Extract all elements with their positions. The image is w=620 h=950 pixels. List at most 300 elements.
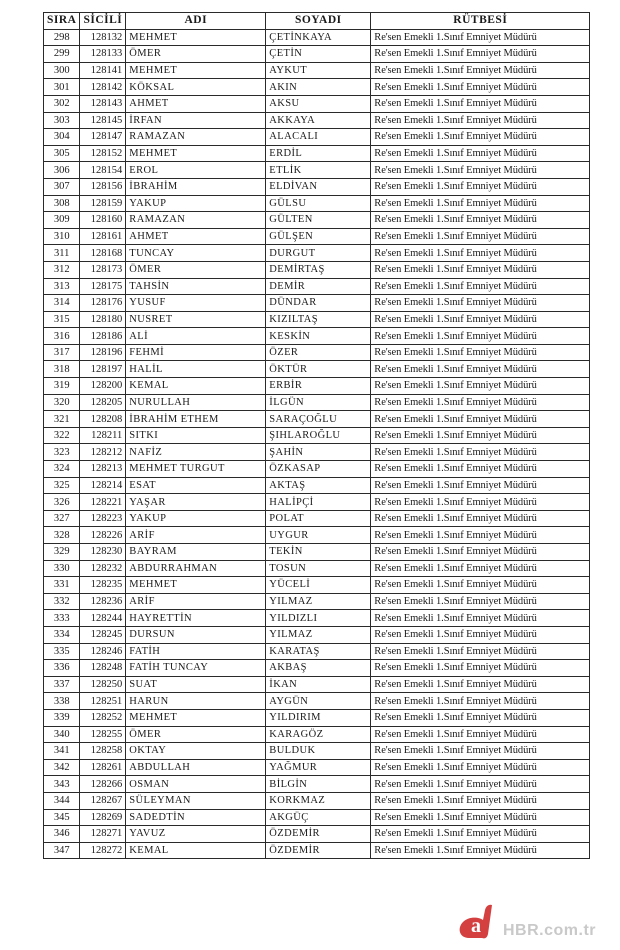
cell-rutbe: Re'sen Emekli 1.Sınıf Emniyet Müdürü: [371, 776, 590, 793]
table-row: [44, 494, 590, 511]
cell-sira: 344: [44, 792, 80, 809]
cell-sicil: 128252: [80, 709, 126, 726]
cell-adi: HALİL: [126, 361, 266, 378]
cell-sira: 321: [44, 411, 80, 428]
table-row: [44, 145, 590, 162]
cell-sicil: 128152: [80, 145, 126, 162]
cell-sira: 345: [44, 809, 80, 826]
cell-soyadi: AKGÜÇ: [266, 809, 371, 826]
cell-sicil: 128141: [80, 62, 126, 79]
cell-sicil: 128230: [80, 544, 126, 561]
cell-sira: 318: [44, 361, 80, 378]
cell-sira: 309: [44, 212, 80, 229]
cell-rutbe: Re'sen Emekli 1.Sınıf Emniyet Müdürü: [371, 660, 590, 677]
cell-soyadi: YILDIRIM: [266, 709, 371, 726]
cell-sira: 320: [44, 394, 80, 411]
cell-sicil: 128197: [80, 361, 126, 378]
cell-adi: İBRAHİM ETHEM: [126, 411, 266, 428]
cell-soyadi: TOSUN: [266, 560, 371, 577]
cell-sira: 301: [44, 79, 80, 96]
cell-rutbe: Re'sen Emekli 1.Sınıf Emniyet Müdürü: [371, 29, 590, 46]
header-rutbesi: RÜTBESİ: [371, 13, 590, 30]
cell-sira: 313: [44, 278, 80, 295]
cell-soyadi: YÜCELİ: [266, 577, 371, 594]
cell-soyadi: AKKAYA: [266, 112, 371, 129]
cell-soyadi: ERBİR: [266, 378, 371, 395]
cell-sicil: 128250: [80, 676, 126, 693]
cell-rutbe: Re'sen Emekli 1.Sınıf Emniyet Müdürü: [371, 295, 590, 312]
cell-soyadi: HALİPÇİ: [266, 494, 371, 511]
cell-rutbe: Re'sen Emekli 1.Sınıf Emniyet Müdürü: [371, 826, 590, 843]
cell-sira: 346: [44, 826, 80, 843]
table-row: [44, 344, 590, 361]
cell-soyadi: ÖKTÜR: [266, 361, 371, 378]
cell-sira: 305: [44, 145, 80, 162]
cell-sicil: 128235: [80, 577, 126, 594]
cell-soyadi: YILDIZLI: [266, 610, 371, 627]
cell-rutbe: Re'sen Emekli 1.Sınıf Emniyet Müdürü: [371, 743, 590, 760]
cell-soyadi: AKTAŞ: [266, 477, 371, 494]
cell-sicil: 128255: [80, 726, 126, 743]
cell-soyadi: AKBAŞ: [266, 660, 371, 677]
cell-sicil: 128161: [80, 228, 126, 245]
cell-adi: İRFAN: [126, 112, 266, 129]
cell-soyadi: GÜLTEN: [266, 212, 371, 229]
cell-rutbe: Re'sen Emekli 1.Sınıf Emniyet Müdürü: [371, 212, 590, 229]
table-body: [44, 29, 590, 859]
svg-text:a: a: [470, 915, 481, 937]
cell-adi: OKTAY: [126, 743, 266, 760]
table-row: [44, 162, 590, 179]
table-row: [44, 295, 590, 312]
table-row: [44, 394, 590, 411]
cell-adi: YAŞAR: [126, 494, 266, 511]
cell-sicil: 128143: [80, 95, 126, 112]
cell-rutbe: Re'sen Emekli 1.Sınıf Emniyet Müdürü: [371, 444, 590, 461]
cell-sira: 322: [44, 427, 80, 444]
cell-soyadi: KARATAŞ: [266, 643, 371, 660]
cell-adi: KÖKSAL: [126, 79, 266, 96]
cell-sira: 308: [44, 195, 80, 212]
cell-sicil: 128132: [80, 29, 126, 46]
cell-rutbe: Re'sen Emekli 1.Sınıf Emniyet Müdürü: [371, 577, 590, 594]
cell-sicil: 128269: [80, 809, 126, 826]
cell-soyadi: İLGÜN: [266, 394, 371, 411]
cell-adi: EROL: [126, 162, 266, 179]
cell-rutbe: Re'sen Emekli 1.Sınıf Emniyet Müdürü: [371, 726, 590, 743]
cell-soyadi: İKAN: [266, 676, 371, 693]
cell-sicil: 128226: [80, 527, 126, 544]
cell-soyadi: KESKİN: [266, 328, 371, 345]
cell-sicil: 128244: [80, 610, 126, 627]
cell-soyadi: AKIN: [266, 79, 371, 96]
cell-sicil: 128245: [80, 626, 126, 643]
cell-sira: 335: [44, 643, 80, 660]
cell-sicil: 128248: [80, 660, 126, 677]
cell-adi: MEHMET TURGUT: [126, 461, 266, 478]
table-row: [44, 726, 590, 743]
cell-adi: FEHMİ: [126, 344, 266, 361]
cell-sicil: 128246: [80, 643, 126, 660]
cell-rutbe: Re'sen Emekli 1.Sınıf Emniyet Müdürü: [371, 361, 590, 378]
cell-rutbe: Re'sen Emekli 1.Sınıf Emniyet Müdürü: [371, 693, 590, 710]
cell-adi: SADEDTİN: [126, 809, 266, 826]
cell-rutbe: Re'sen Emekli 1.Sınıf Emniyet Müdürü: [371, 527, 590, 544]
table-header-row: [44, 13, 590, 30]
table-row: [44, 510, 590, 527]
cell-adi: ABDURRAHMAN: [126, 560, 266, 577]
watermark-text: HBR.com.tr: [502, 922, 596, 939]
cell-sicil: 128180: [80, 311, 126, 328]
table-row: [44, 311, 590, 328]
cell-soyadi: TEKİN: [266, 544, 371, 561]
cell-sira: 336: [44, 660, 80, 677]
cell-adi: MEHMET: [126, 62, 266, 79]
cell-sira: 342: [44, 759, 80, 776]
header-soyadi: SOYADI: [266, 13, 371, 30]
cell-rutbe: Re'sen Emekli 1.Sınıf Emniyet Müdürü: [371, 162, 590, 179]
cell-rutbe: Re'sen Emekli 1.Sınıf Emniyet Müdürü: [371, 626, 590, 643]
cell-rutbe: Re'sen Emekli 1.Sınıf Emniyet Müdürü: [371, 95, 590, 112]
cell-adi: TAHSİN: [126, 278, 266, 295]
cell-rutbe: Re'sen Emekli 1.Sınıf Emniyet Müdürü: [371, 593, 590, 610]
table-row: [44, 278, 590, 295]
cell-sira: 338: [44, 693, 80, 710]
cell-sicil: 128175: [80, 278, 126, 295]
cell-sira: 307: [44, 178, 80, 195]
cell-sira: 319: [44, 378, 80, 395]
cell-sicil: 128213: [80, 461, 126, 478]
cell-rutbe: Re'sen Emekli 1.Sınıf Emniyet Müdürü: [371, 79, 590, 96]
cell-rutbe: Re'sen Emekli 1.Sınıf Emniyet Müdürü: [371, 709, 590, 726]
personnel-table: [43, 12, 590, 859]
table-row: [44, 593, 590, 610]
table-row: [44, 46, 590, 63]
cell-sicil: 128271: [80, 826, 126, 843]
cell-sicil: 128236: [80, 593, 126, 610]
cell-rutbe: Re'sen Emekli 1.Sınıf Emniyet Müdürü: [371, 129, 590, 146]
table-row: [44, 79, 590, 96]
cell-soyadi: DURGUT: [266, 245, 371, 262]
cell-adi: DURSUN: [126, 626, 266, 643]
cell-soyadi: BULDUK: [266, 743, 371, 760]
cell-soyadi: YILMAZ: [266, 593, 371, 610]
table-row: [44, 129, 590, 146]
cell-adi: YAKUP: [126, 510, 266, 527]
cell-rutbe: Re'sen Emekli 1.Sınıf Emniyet Müdürü: [371, 261, 590, 278]
a-logo-icon: [455, 898, 499, 942]
cell-sira: 315: [44, 311, 80, 328]
cell-adi: NURULLAH: [126, 394, 266, 411]
cell-rutbe: Re'sen Emekli 1.Sınıf Emniyet Müdürü: [371, 46, 590, 63]
cell-adi: KEMAL: [126, 378, 266, 395]
cell-sicil: 128145: [80, 112, 126, 129]
cell-soyadi: DÜNDAR: [266, 295, 371, 312]
table-row: [44, 709, 590, 726]
cell-rutbe: Re'sen Emekli 1.Sınıf Emniyet Müdürü: [371, 510, 590, 527]
cell-soyadi: SARAÇOĞLU: [266, 411, 371, 428]
table-row: [44, 660, 590, 677]
cell-adi: HAYRETTİN: [126, 610, 266, 627]
table-row: [44, 195, 590, 212]
cell-sira: 337: [44, 676, 80, 693]
cell-sira: 306: [44, 162, 80, 179]
cell-soyadi: ÖZDEMİR: [266, 826, 371, 843]
cell-adi: NAFİZ: [126, 444, 266, 461]
cell-sira: 343: [44, 776, 80, 793]
table-row: [44, 378, 590, 395]
cell-adi: YUSUF: [126, 295, 266, 312]
cell-sira: 298: [44, 29, 80, 46]
cell-rutbe: Re'sen Emekli 1.Sınıf Emniyet Müdürü: [371, 759, 590, 776]
cell-rutbe: Re'sen Emekli 1.Sınıf Emniyet Müdürü: [371, 461, 590, 478]
table-row: [44, 743, 590, 760]
cell-sicil: 128212: [80, 444, 126, 461]
cell-soyadi: GÜLŞEN: [266, 228, 371, 245]
cell-sira: 328: [44, 527, 80, 544]
table-row: [44, 544, 590, 561]
cell-soyadi: YILMAZ: [266, 626, 371, 643]
table-row: [44, 95, 590, 112]
cell-rutbe: Re'sen Emekli 1.Sınıf Emniyet Müdürü: [371, 544, 590, 561]
cell-rutbe: Re'sen Emekli 1.Sınıf Emniyet Müdürü: [371, 328, 590, 345]
cell-adi: SÜLEYMAN: [126, 792, 266, 809]
cell-rutbe: Re'sen Emekli 1.Sınıf Emniyet Müdürü: [371, 643, 590, 660]
cell-adi: İBRAHİM: [126, 178, 266, 195]
cell-sicil: 128154: [80, 162, 126, 179]
cell-adi: AHMET: [126, 228, 266, 245]
table-row: [44, 610, 590, 627]
table-row: [44, 560, 590, 577]
cell-adi: RAMAZAN: [126, 212, 266, 229]
cell-sira: 323: [44, 444, 80, 461]
table-row: [44, 212, 590, 229]
cell-rutbe: Re'sen Emekli 1.Sınıf Emniyet Müdürü: [371, 145, 590, 162]
cell-rutbe: Re'sen Emekli 1.Sınıf Emniyet Müdürü: [371, 560, 590, 577]
cell-rutbe: Re'sen Emekli 1.Sınıf Emniyet Müdürü: [371, 378, 590, 395]
cell-sicil: 128173: [80, 261, 126, 278]
cell-adi: MEHMET: [126, 577, 266, 594]
table-row: [44, 411, 590, 428]
cell-rutbe: Re'sen Emekli 1.Sınıf Emniyet Müdürü: [371, 411, 590, 428]
cell-soyadi: YAĞMUR: [266, 759, 371, 776]
table-row: [44, 112, 590, 129]
cell-soyadi: BİLGİN: [266, 776, 371, 793]
cell-sicil: 128272: [80, 842, 126, 859]
cell-rutbe: Re'sen Emekli 1.Sınıf Emniyet Müdürü: [371, 610, 590, 627]
cell-adi: YAVUZ: [126, 826, 266, 843]
cell-soyadi: AYKUT: [266, 62, 371, 79]
table-row: [44, 842, 590, 859]
cell-sicil: 128176: [80, 295, 126, 312]
table-row: [44, 626, 590, 643]
cell-sicil: 128211: [80, 427, 126, 444]
table-row: [44, 29, 590, 46]
table-row: [44, 427, 590, 444]
cell-sira: 299: [44, 46, 80, 63]
cell-soyadi: GÜLSU: [266, 195, 371, 212]
table-row: [44, 178, 590, 195]
cell-adi: HARUN: [126, 693, 266, 710]
cell-sira: 333: [44, 610, 80, 627]
cell-adi: SUAT: [126, 676, 266, 693]
table-row: [44, 477, 590, 494]
cell-adi: ESAT: [126, 477, 266, 494]
cell-rutbe: Re'sen Emekli 1.Sınıf Emniyet Müdürü: [371, 842, 590, 859]
cell-sicil: 128267: [80, 792, 126, 809]
cell-rutbe: Re'sen Emekli 1.Sınıf Emniyet Müdürü: [371, 112, 590, 129]
cell-sicil: 128223: [80, 510, 126, 527]
cell-sicil: 128214: [80, 477, 126, 494]
cell-sira: 347: [44, 842, 80, 859]
cell-soyadi: ETLİK: [266, 162, 371, 179]
cell-sicil: 128200: [80, 378, 126, 395]
cell-soyadi: ELDİVAN: [266, 178, 371, 195]
cell-sicil: 128266: [80, 776, 126, 793]
cell-sira: 341: [44, 743, 80, 760]
cell-soyadi: UYGUR: [266, 527, 371, 544]
cell-sira: 334: [44, 626, 80, 643]
table-row: [44, 228, 590, 245]
table-row: [44, 577, 590, 594]
cell-adi: ÖMER: [126, 46, 266, 63]
table-row: [44, 693, 590, 710]
cell-soyadi: ALACALI: [266, 129, 371, 146]
header-sicili: SİCİLİ: [80, 13, 126, 30]
cell-sicil: 128221: [80, 494, 126, 511]
cell-sira: 303: [44, 112, 80, 129]
cell-sira: 316: [44, 328, 80, 345]
cell-sicil: 128196: [80, 344, 126, 361]
cell-soyadi: ŞAHİN: [266, 444, 371, 461]
cell-adi: MEHMET: [126, 709, 266, 726]
cell-adi: AHMET: [126, 95, 266, 112]
header-adi: ADI: [126, 13, 266, 30]
cell-adi: OSMAN: [126, 776, 266, 793]
cell-sicil: 128159: [80, 195, 126, 212]
cell-sicil: 128208: [80, 411, 126, 428]
table-row: [44, 676, 590, 693]
cell-sira: 312: [44, 261, 80, 278]
site-watermark: [455, 898, 596, 942]
cell-sicil: 128160: [80, 212, 126, 229]
cell-sira: 300: [44, 62, 80, 79]
table-row: [44, 444, 590, 461]
cell-rutbe: Re'sen Emekli 1.Sınıf Emniyet Müdürü: [371, 494, 590, 511]
table-row: [44, 245, 590, 262]
cell-rutbe: Re'sen Emekli 1.Sınıf Emniyet Müdürü: [371, 245, 590, 262]
cell-adi: YAKUP: [126, 195, 266, 212]
cell-adi: ÖMER: [126, 261, 266, 278]
cell-soyadi: KORKMAZ: [266, 792, 371, 809]
cell-rutbe: Re'sen Emekli 1.Sınıf Emniyet Müdürü: [371, 278, 590, 295]
table-row: [44, 792, 590, 809]
cell-adi: ÖMER: [126, 726, 266, 743]
table-row: [44, 826, 590, 843]
cell-sira: 317: [44, 344, 80, 361]
cell-sicil: 128133: [80, 46, 126, 63]
cell-sira: 304: [44, 129, 80, 146]
cell-adi: FATİH: [126, 643, 266, 660]
cell-sicil: 128205: [80, 394, 126, 411]
cell-soyadi: ÖZDEMİR: [266, 842, 371, 859]
cell-sira: 310: [44, 228, 80, 245]
cell-sira: 325: [44, 477, 80, 494]
cell-soyadi: KARAGÖZ: [266, 726, 371, 743]
cell-sira: 324: [44, 461, 80, 478]
cell-sira: 326: [44, 494, 80, 511]
cell-rutbe: Re'sen Emekli 1.Sınıf Emniyet Müdürü: [371, 62, 590, 79]
cell-soyadi: POLAT: [266, 510, 371, 527]
cell-soyadi: DEMİR: [266, 278, 371, 295]
cell-adi: ARİF: [126, 593, 266, 610]
cell-sicil: 128258: [80, 743, 126, 760]
cell-sira: 329: [44, 544, 80, 561]
cell-adi: ARİF: [126, 527, 266, 544]
table-row: [44, 759, 590, 776]
cell-rutbe: Re'sen Emekli 1.Sınıf Emniyet Müdürü: [371, 394, 590, 411]
cell-sicil: 128156: [80, 178, 126, 195]
cell-soyadi: ÇETİNKAYA: [266, 29, 371, 46]
cell-sira: 332: [44, 593, 80, 610]
table-row: [44, 776, 590, 793]
cell-soyadi: AYGÜN: [266, 693, 371, 710]
header-sira: SIRA: [44, 13, 80, 30]
cell-rutbe: Re'sen Emekli 1.Sınıf Emniyet Müdürü: [371, 195, 590, 212]
cell-adi: ABDULLAH: [126, 759, 266, 776]
cell-sira: 330: [44, 560, 80, 577]
cell-sicil: 128142: [80, 79, 126, 96]
table-row: [44, 328, 590, 345]
cell-adi: ALİ: [126, 328, 266, 345]
cell-adi: SITKI: [126, 427, 266, 444]
cell-rutbe: Re'sen Emekli 1.Sınıf Emniyet Müdürü: [371, 311, 590, 328]
cell-soyadi: AKSU: [266, 95, 371, 112]
cell-adi: BAYRAM: [126, 544, 266, 561]
cell-adi: NUSRET: [126, 311, 266, 328]
cell-adi: MEHMET: [126, 29, 266, 46]
cell-rutbe: Re'sen Emekli 1.Sınıf Emniyet Müdürü: [371, 228, 590, 245]
cell-rutbe: Re'sen Emekli 1.Sınıf Emniyet Müdürü: [371, 178, 590, 195]
cell-rutbe: Re'sen Emekli 1.Sınıf Emniyet Müdürü: [371, 427, 590, 444]
cell-sira: 339: [44, 709, 80, 726]
cell-adi: KEMAL: [126, 842, 266, 859]
cell-sicil: 128147: [80, 129, 126, 146]
cell-rutbe: Re'sen Emekli 1.Sınıf Emniyet Müdürü: [371, 344, 590, 361]
table-row: [44, 62, 590, 79]
cell-soyadi: ERDİL: [266, 145, 371, 162]
cell-adi: MEHMET: [126, 145, 266, 162]
cell-rutbe: Re'sen Emekli 1.Sınıf Emniyet Müdürü: [371, 792, 590, 809]
cell-sira: 340: [44, 726, 80, 743]
cell-rutbe: Re'sen Emekli 1.Sınıf Emniyet Müdürü: [371, 676, 590, 693]
cell-adi: TUNCAY: [126, 245, 266, 262]
cell-soyadi: ÖZER: [266, 344, 371, 361]
cell-rutbe: Re'sen Emekli 1.Sınıf Emniyet Müdürü: [371, 477, 590, 494]
cell-rutbe: Re'sen Emekli 1.Sınıf Emniyet Müdürü: [371, 809, 590, 826]
cell-soyadi: ÇETİN: [266, 46, 371, 63]
table-row: [44, 809, 590, 826]
cell-adi: RAMAZAN: [126, 129, 266, 146]
cell-sicil: 128186: [80, 328, 126, 345]
cell-adi: FATİH TUNCAY: [126, 660, 266, 677]
cell-sicil: 128261: [80, 759, 126, 776]
table-row: [44, 261, 590, 278]
cell-soyadi: KIZILTAŞ: [266, 311, 371, 328]
cell-sira: 314: [44, 295, 80, 312]
cell-sira: 302: [44, 95, 80, 112]
cell-sicil: 128232: [80, 560, 126, 577]
